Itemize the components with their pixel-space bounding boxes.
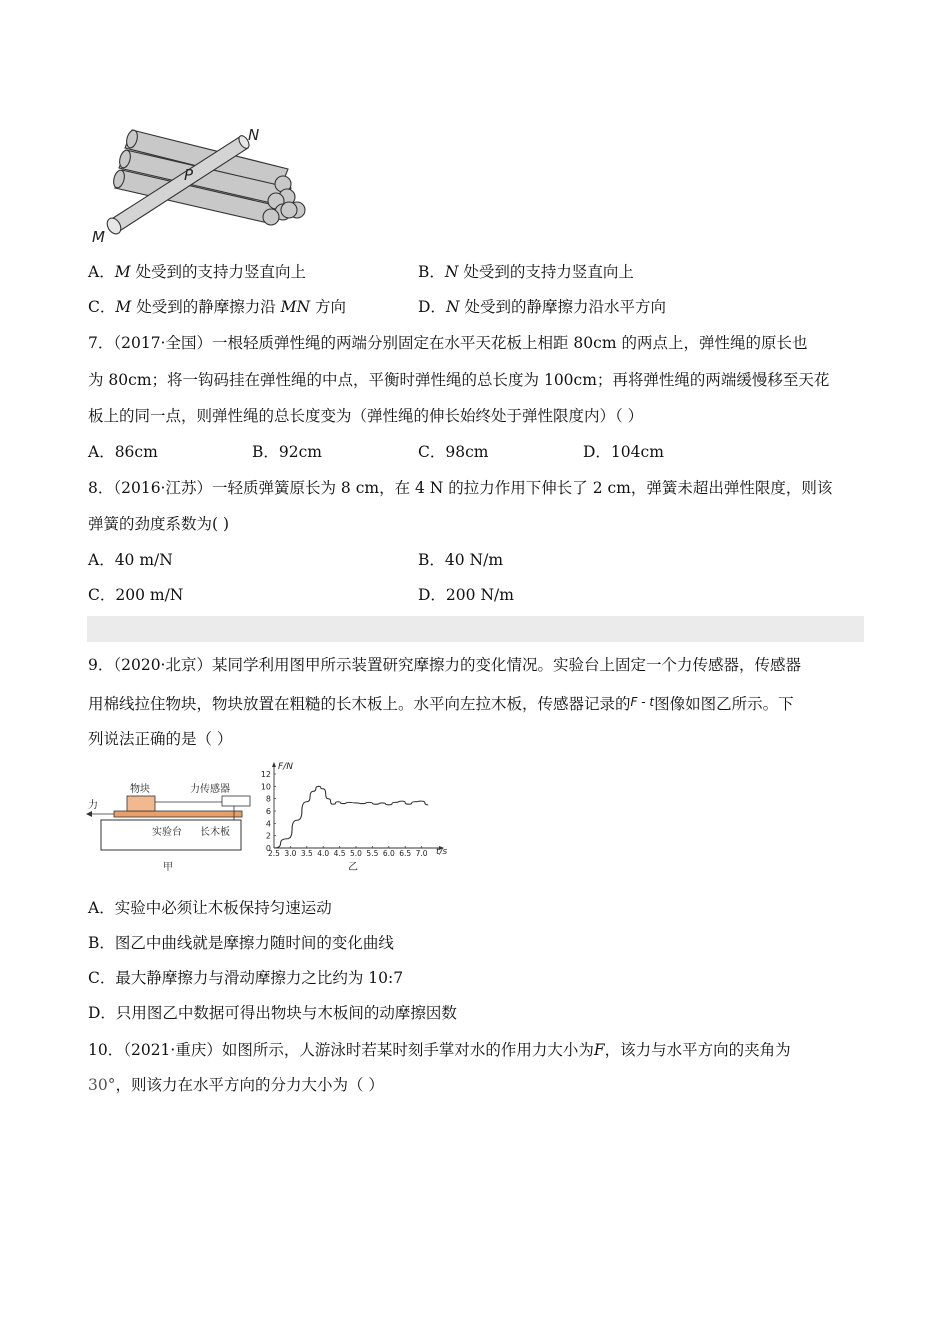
chart-caption: 乙: [348, 862, 358, 873]
q8-line-1: 8．（2016·江苏）一轻质弹簧原长为 8 cm，在 4 N 的拉力作用下伸长了 2 cm，弹簧未超出弹性限度，则该: [88, 479, 833, 497]
chart-ytick-label: 10: [260, 782, 271, 792]
q8-line-2: 弹簧的劲度系数为( ): [88, 515, 230, 533]
figure-yi-chart: [256, 760, 456, 876]
chart-xtick-label: 2.5: [268, 849, 280, 858]
logs-figure: [88, 124, 318, 249]
q7-option-a: A．86cm: [88, 443, 158, 461]
section-divider-band: [87, 616, 864, 642]
chart-ytick-label: 2: [265, 831, 271, 841]
figure-jia: [84, 780, 259, 876]
q7-line-3: 板上的同一点，则弹性绳的总长度变为（弹性绳的伸长始终处于弹性限度内）（ ）: [88, 407, 644, 425]
jia-label-block: 物块: [130, 784, 150, 795]
chart-xtick-label: 7.0: [415, 849, 428, 858]
q8-option-b: B．40 N/m: [418, 551, 504, 569]
chart-xlabel: t/s: [436, 847, 448, 857]
q7-line-1: 7．（2017·全国）一根轻质弹性绳的两端分别固定在水平天花板上相距 80cm 的两点上，弹性绳的原长也: [88, 334, 808, 352]
q9-option-d: D．只用图乙中数据可得出物块与木板间的动摩擦因数: [88, 1004, 457, 1022]
chart-ytick-label: 12: [260, 770, 271, 779]
q9-line-2: 用棉线拉住物块，物块放置在粗糙的长木板上。水平向左拉木板，传感器记录的F - t图像如图乙所示。下: [88, 695, 794, 713]
jia-label-table: 实验台: [152, 827, 182, 838]
jia-label-sensor: 力传感器: [190, 784, 230, 795]
q7-option-d: D．104cm: [583, 443, 664, 461]
chart-series-line: [274, 786, 428, 848]
label-p: P: [184, 166, 194, 184]
chart-xtick-label: 5.5: [366, 849, 379, 858]
chart-xtick-label: 4.0: [317, 849, 330, 858]
jia-caption: 甲: [163, 862, 173, 873]
q6-option-a: A．M 处受到的支持力竖直向上: [88, 263, 307, 281]
chart-ytick-label: 4: [265, 819, 271, 829]
q9-line-3: 列说法正确的是（ ）: [88, 730, 233, 748]
q9-line-1: 9．（2020·北京）某同学利用图甲所示装置研究摩擦力的变化情况。实验台上固定一个力传感器，传感器: [88, 656, 801, 674]
q10-line-2: 30°，则该力在水平方向的分力大小为（ ）: [88, 1076, 384, 1094]
chart-ytick-label: 0: [265, 844, 271, 853]
chart-ylabel: F/N: [278, 762, 293, 772]
chart-xtick-label: 6.0: [382, 849, 395, 858]
q9-option-b: B．图乙中曲线就是摩擦力随时间的变化曲线: [88, 934, 394, 952]
chart-xtick-label: 5.0: [350, 849, 362, 858]
q7-line-2: 为 80cm；将一钩码挂在弹性绳的中点，平衡时弹性绳的总长度为 100cm；再将弹性绳的两端缓慢移至天花: [88, 371, 830, 389]
chart-ytick-label: 6: [265, 807, 271, 816]
chart-xtick-label: 3.0: [284, 849, 297, 858]
q8-option-a: A．40 m/N: [88, 551, 173, 569]
q7-option-c: C．98cm: [418, 443, 489, 461]
q8-option-c: C．200 m/N: [88, 586, 184, 604]
jia-label-force: 力: [88, 800, 98, 811]
jia-label-board: 长木板: [200, 827, 230, 838]
q6-option-d: D．N 处受到的静摩擦力沿水平方向: [418, 298, 666, 316]
chart-ytick-label: 8: [265, 794, 271, 804]
q6-option-c: C．M 处受到的静摩擦力沿 MN 方向: [88, 298, 347, 316]
q7-option-b: B．92cm: [252, 443, 322, 461]
chart-xtick-label: 6.5: [399, 849, 412, 858]
q8-option-d: D．200 N/m: [418, 586, 514, 604]
q10-line-1: 10．（2021·重庆）如图所示，人游泳时若某时刻手掌对水的作用力大小为F，该力与水平方向的夹角为: [88, 1041, 791, 1059]
label-n: N: [248, 126, 260, 144]
q6-option-b: B．N 处受到的支持力竖直向上: [418, 263, 634, 281]
q9-option-c: C．最大静摩擦力与滑动摩擦力之比约为 10:7: [88, 969, 404, 987]
label-m: M: [92, 228, 105, 246]
chart-xtick-label: 4.5: [333, 849, 346, 858]
chart-y-arrow: [272, 762, 276, 767]
q9-option-a: A．实验中必须让木板保持匀速运动: [88, 899, 332, 917]
chart-xtick-label: 3.5: [300, 849, 313, 858]
